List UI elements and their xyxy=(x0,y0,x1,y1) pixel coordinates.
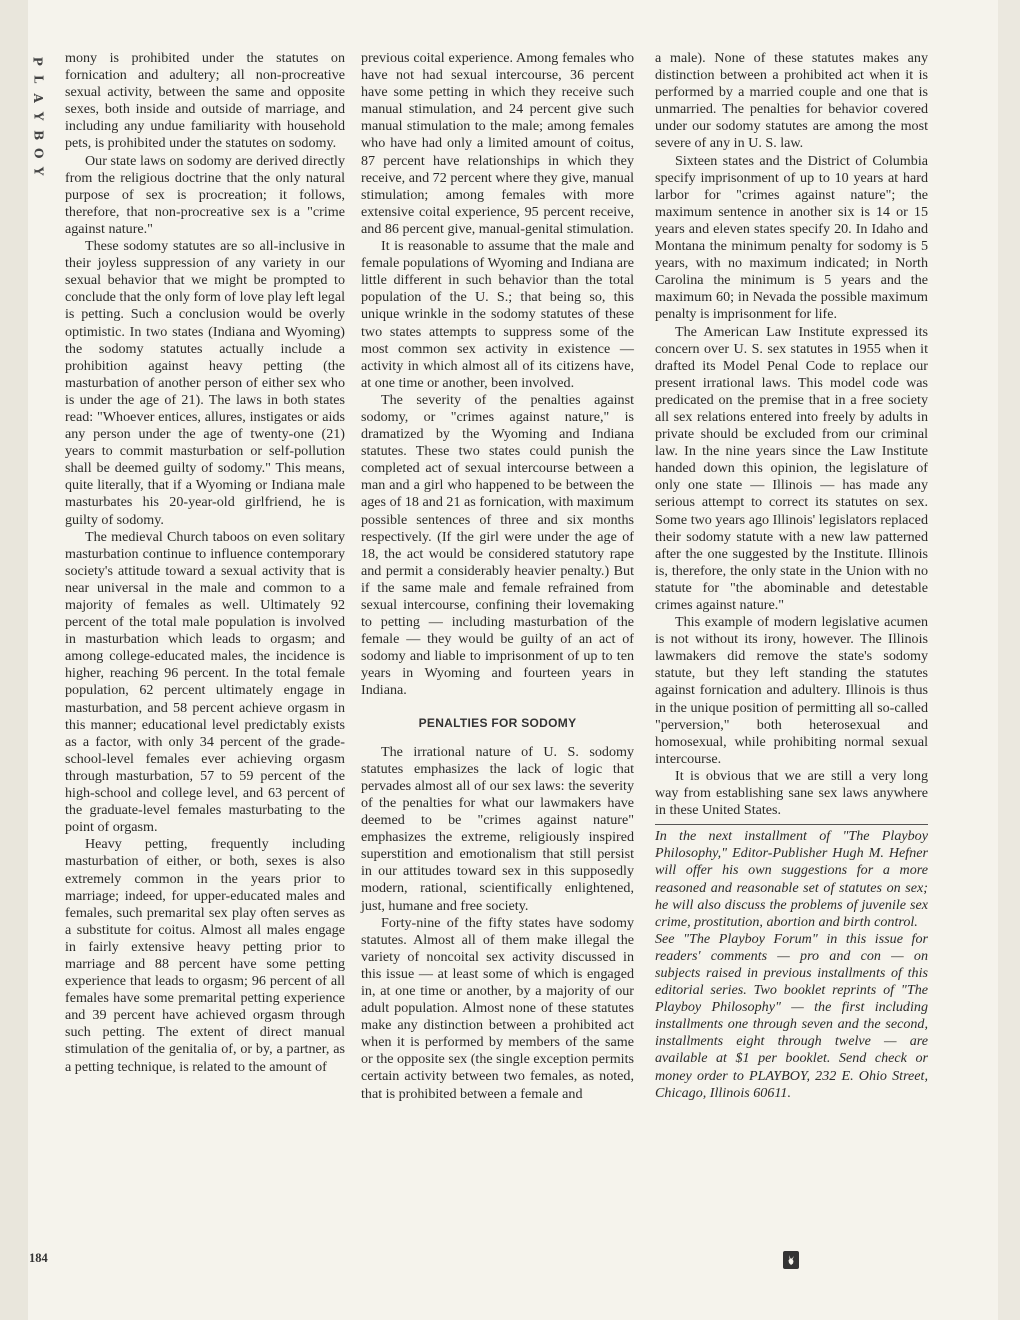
page-number: 184 xyxy=(29,1251,48,1265)
masthead-letter: Y xyxy=(31,112,46,121)
paragraph: Forty-nine of the fifty states have sodomy statutes. Almost all of them make illegal the variety of noncoital sex activity discussed in this issue — at least some of which is engaged in, at one time or another, by a majority of our adult population. Almost none of these statutes make any distinction between a prohibited act when it is performed by members of the same or the opposite sex (the single exception permits certain activity between two females, as noted, that is prohibited between a female and xyxy=(361,914,634,1102)
playboy-rabbit-icon xyxy=(783,1251,799,1269)
masthead-letter: P xyxy=(31,56,46,66)
paragraph: The medieval Church taboos on even solitary masturbation continue to influence contemporary society's attitude toward a sexual activity that is near universal in the male and common to a majority of females as well. Ultimately 92 percent of the total male population is involved in masturbation which leads to orgasm; and among college-educated males, the incidence is higher, reaching 96 percent. In the total female population, 62 percent ultimately engage in masturbation, and 58 percent achieve orgasm in this manner; educational level predictably exists as a factor, with only 34 percent of the grade-school-level females ever achieving orgasm through masturbation, 57 to 59 percent of the high-school and college level, and 63 percent of the graduate-level females masturbating to the point of orgasm. xyxy=(65,528,345,836)
paragraph: Our state laws on sodomy are derived directly from the religious doctrine that the only natural purpose of sex is procreation; it follows, therefore, that non-procreative sex is a "crime against nature." xyxy=(65,152,345,237)
paragraph: These sodomy statutes are so all-inclusive in their joyless suppression of any variety in our sexual behavior that we might be prompted to conclude that the only form of love play left legal is petting. Such a conclusion would be overly optimistic. In two states (Indiana and Wyoming) the sodomy statutes actually include a prohibition against heavy petting (the masturbation of another person of either sex who is under the age of 21). The laws in both states read: "Whoever entices, allures, instigates or aids any person under the age of twenty-one (21) years to commit masturbation or self-pollution shall be deemed guilty of sodomy." This means, quite literally, that if a Wyoming or Indiana male masturbates his 20-year-old girlfriend, he is guilty of sodomy. xyxy=(65,238,345,528)
section-heading: PENALTIES FOR SODOMY xyxy=(418,715,577,730)
paragraph: It is reasonable to assume that the male and female populations of Wyoming and Indiana are little different in such behavior than the total population of the U. S.; that being so, this unique wrinkle in the sodomy statutes of these two states attempts to suppress some of the most common sex activity in existence — activity in which almost all of its citizens have, at one time or another, been involved. xyxy=(361,238,634,391)
masthead-letter: O xyxy=(31,148,46,159)
paragraph: It is obvious that we are still a very long way from establishing sane sex laws anywhere in these United States. xyxy=(655,767,928,819)
divider-rule xyxy=(655,824,928,825)
masthead-letter: Y xyxy=(31,167,46,176)
paragraph: Heavy petting, frequently including masturbation of either, or both, sexes is also extremely common in the years prior to marriage; indeed, for upper-educated males and females, such premarital sex play often serves as a substitute for coitus. Almost all males engage in fairly extensive heavy petting prior to marriage and 88 percent have some petting experience that leads to orgasm; 96 percent of all females have some premarital petting experience and 39 percent have achieved orgasm through such petting. The extent of direct manual stimulation of the genitalia of, or by, a partner, as a petting technique, is related to the amount of xyxy=(65,836,345,1075)
page-right-margin xyxy=(998,0,1020,1320)
paragraph: a male). None of these statutes makes any distinction between a prohibited act when it is performed by a married couple and one that is unmarried. The penalties for behavior covered under our sodomy statutes are among the most severe of any in U. S. law. xyxy=(655,50,928,152)
paragraph: The irrational nature of U. S. sodomy statutes emphasizes the lack of logic that pervades almost all of our sex laws: the severity of the penalties for what our lawmakers have deemed to be "crimes against nature" emphasizes the extreme, religiously inspired superstition and emotionalism that still persist in our attitudes toward sex in this supposedly modern, rational, scientifically enlightened, just, humane and free society. xyxy=(361,743,634,914)
running-masthead xyxy=(30,52,46,181)
editor-note: In the next installment of "The Playboy Philosophy," Editor-Publisher Hugh M. Hefner will offer his own suggestions for a more reasoned and reasonable set of statutes on sex; he will also discuss the problems of juvenile sex crime, prostitution, abortion and birth control. xyxy=(655,828,928,930)
paragraph: The severity of the penalties against sodomy, or "crimes against nature," is dramatized by the Wyoming and Indiana statutes. These two states could punish the completed act of sexual intercourse between a man and a girl who happened to be between the ages of 18 and 21 as fornication, with maximum possible sentences of three and six months respectively. (If the girl were under the age of 18, the act would be considered statutory rape and permit a considerably heavier penalty.) But if the same male and female refrained from sexual intercourse, confining their lovemaking to petting — including masturbation of the female — they would be guilty of an act of sodomy and liable to imprisonment of up to ten years in Wyoming and fourteen years in Indiana. xyxy=(361,391,634,699)
article-column-3 xyxy=(655,50,928,1102)
masthead-letter: A xyxy=(31,93,46,103)
article-column-2 xyxy=(361,50,634,1103)
paragraph: previous coital experience. Among females who have not had sexual intercourse, 36 percent have some petting in which they receive such manual stimulation, and 24 percent give such manual stimulation to the male; among females who have had only a limited amount of coitus, 87 percent have relationships in which they receive, and 72 percent where they give, manual stimulation; among females with more extensive coital experience, 95 percent receive, and 86 percent give, manual-genital stimulation. xyxy=(361,50,634,237)
page-left-margin xyxy=(0,0,28,1320)
masthead-letter: L xyxy=(31,75,46,84)
paragraph: Sixteen states and the District of Columbia specify imprisonment of up to 10 years at hard larbor for "crimes against nature"; the maximum sentence in another six is 14 or 15 years and eleven states specify 20. In Idaho and Montana the minimum penalty for sodomy is 5 years, with no maximum indicated; in North Carolina the minimum is 5 years and the maximum 60; in Nevada the possible maximum penalty is imprisonment for life. xyxy=(655,152,928,323)
paragraph: mony is prohibited under the statutes on fornication and adultery; all non-procreative sexual activity, between the same and opposite sexes, both inside and outside of marriage, and including any undue familiarity with household pets, is prohibited under the statutes on sodomy. xyxy=(65,50,345,152)
article-column-1 xyxy=(65,50,345,1076)
editor-note: See "The Playboy Forum" in this issue for readers' comments — pro and con — on subjects raised in previous installments of this editorial series. Two booklet reprints of "The Playboy Philosophy" — the first including installments one through seven and the second, installments eight through twelve — are available at $1 per booklet. Send check or money order to PLAYBOY, 232 E. Ohio Street, Chicago, Illinois 60611. xyxy=(655,930,928,1101)
masthead-letter: B xyxy=(31,129,46,140)
paragraph: This example of modern legislative acumen is not without its irony, however. The Illinois lawmakers did remove the state's sodomy statute, but they left standing the statutes against fornication and adultery. Illinois is thus in the unique position of permitting all so-called "perversion," both heterosexual and homosexual, while prohibiting normal sexual intercourse. xyxy=(655,614,928,767)
paragraph: The American Law Institute expressed its concern over U. S. sex statutes in 1955 when it drafted its Model Penal Code to replace our present irrational laws. This model code was predicated on the premise that in a free society all sex relations entered into freely by adults in private should be excluded from our criminal law. In the nine years since the Law Institute handed down this opinion, the legislature of only one state — Illinois — has made any serious attempt to correct its statutes on sex. Some two years ago Illinois' legislators replaced their sodomy statute with a new law patterned after the one suggested by the Institute. Illinois is, therefore, the only state in the Union with no statute for "the abominable and detestable crimes against nature." xyxy=(655,323,928,613)
